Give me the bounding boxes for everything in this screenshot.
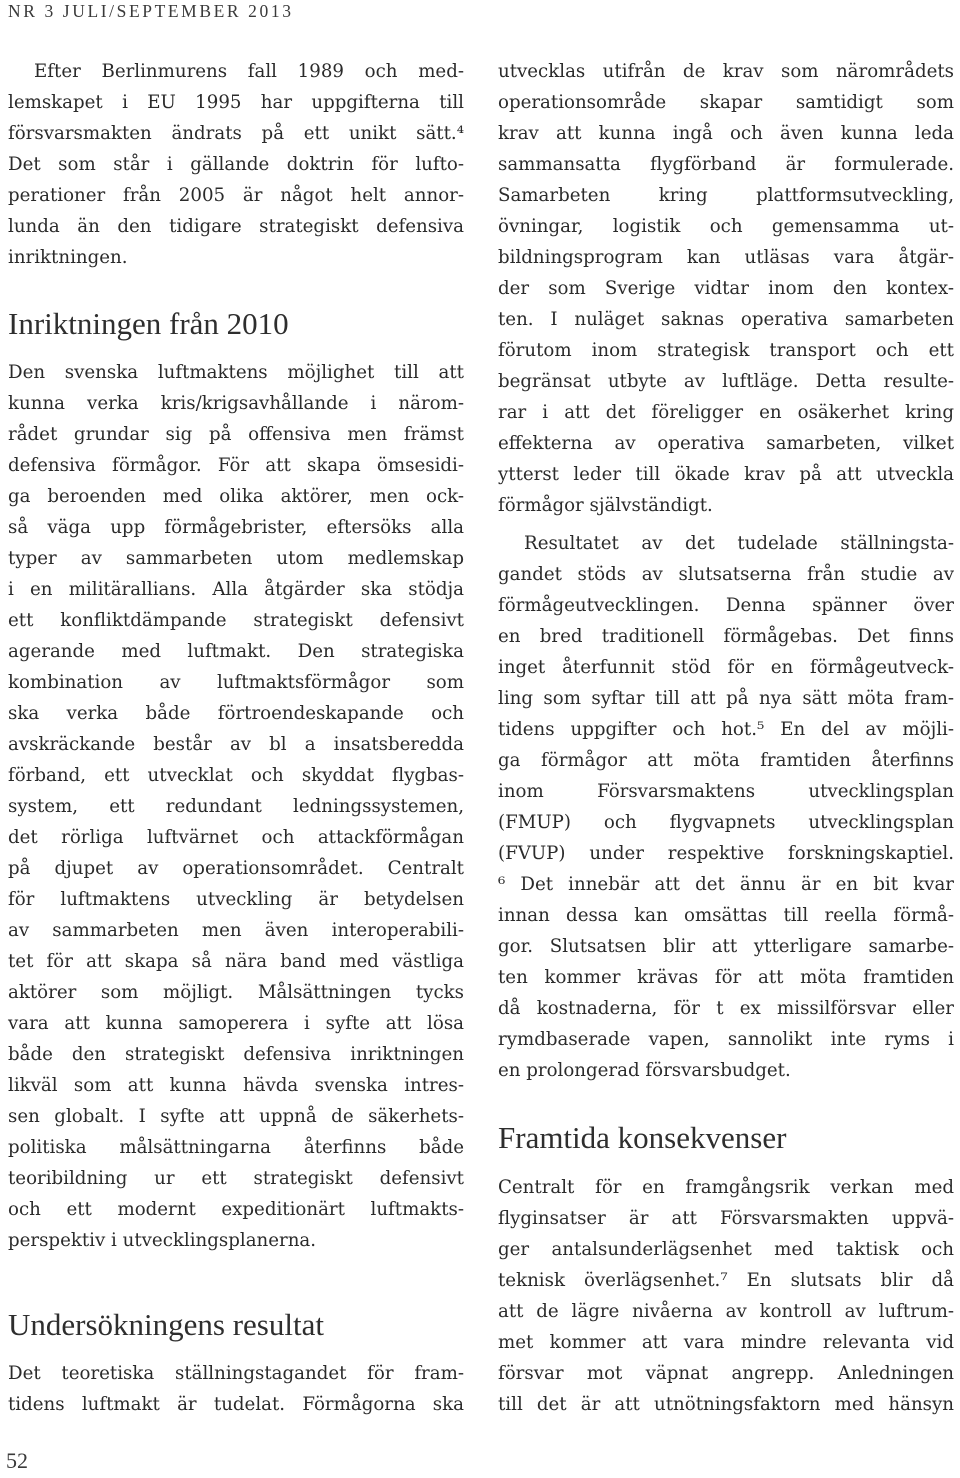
text-line: perspektiv i utvecklingsplanerna. bbox=[8, 1230, 317, 1251]
text-line: gor. Slutsatsen blir att ytterligare samarbe- bbox=[498, 936, 954, 957]
text-line: på djupet av operationsområdet. Centralt bbox=[8, 858, 464, 879]
text-line: Efter Berlinmurens fall 1989 och med- bbox=[34, 61, 464, 82]
text-line: sen globalt. I syfte att uppnå de säkerhets- bbox=[8, 1106, 464, 1127]
text-line: tet för att skapa så nära band med västliga bbox=[8, 951, 464, 972]
text-line: det rörliga luftvärnet och attackförmågan bbox=[8, 827, 464, 848]
text-line: system, ett redundant ledningssystemen, bbox=[8, 796, 464, 817]
text-line: flyginsatser är att Försvarsmakten uppvä- bbox=[498, 1208, 954, 1229]
text-line: försvar mot väpnat angrepp. Anledningen bbox=[498, 1363, 954, 1384]
text-line: ska verka både förtroendeskapande och bbox=[8, 703, 464, 724]
text-line: rådet grundar sig på offensiva men främst bbox=[8, 424, 464, 445]
text-line: Resultatet av det tudelade ställningsta- bbox=[524, 533, 954, 554]
text-line: och ett modernt expeditionärt luftmakts- bbox=[8, 1199, 464, 1220]
text-line: försvarsmakten ändrats på ett unikt sätt.⁴ bbox=[8, 123, 464, 144]
running-head: NR 3 JULI/SEPTEMBER 2013 bbox=[8, 1, 294, 21]
text-line: rar i att det föreligger en osäkerhet kring bbox=[498, 402, 954, 423]
text-line: inom Försvarsmaktens utvecklingsplan bbox=[498, 781, 954, 802]
text-line: tidens luftmakt är tudelat. Förmågorna ska bbox=[8, 1394, 464, 1415]
text-line: förutom inom strategisk transport och ett bbox=[498, 340, 954, 361]
text-line: ga förmågor att möta framtiden återfinns bbox=[498, 750, 954, 771]
text-line: inget återfunnit stöd för en förmågeutveck- bbox=[498, 657, 954, 678]
text-line: teknisk överlägsenhet.⁷ En slutsats blir då bbox=[498, 1270, 954, 1291]
text-line: avskräckande består av bl a insatsberedda bbox=[8, 734, 464, 755]
text-line: övningar, logistik och gemensamma ut- bbox=[498, 216, 954, 237]
text-line: både den strategiskt defensiva inriktningen bbox=[8, 1044, 464, 1065]
page-number: 52 bbox=[6, 1448, 28, 1473]
text-line: ten. I nuläget saknas operativa samarbeten bbox=[498, 309, 954, 330]
text-line: Det teoretiska ställningstagandet för fram- bbox=[8, 1363, 464, 1384]
text-line: ytterst leder till ökade krav på att utveckla bbox=[498, 464, 954, 485]
text-line: teoribildning ur ett strategiskt defensivt bbox=[8, 1168, 464, 1189]
text-line: Centralt för en framgångsrik verkan med bbox=[498, 1177, 954, 1198]
text-line: innan dessa kan omsättas till reella förmå- bbox=[498, 905, 954, 926]
text-line: förmågor självständigt. bbox=[498, 495, 713, 516]
text-line: ga beroenden med olika aktörer, men ock- bbox=[8, 486, 464, 507]
text-line: politiska målsättningarna återfinns både bbox=[8, 1137, 464, 1158]
section-heading: Inriktningen från 2010 bbox=[8, 306, 289, 341]
text-line: der som Sverige vidtar inom den kontex- bbox=[498, 278, 954, 299]
text-line: att de lägre nivåerna av kontroll av luftrum- bbox=[498, 1301, 954, 1322]
text-line: då kostnaderna, för t ex missilförsvar eller bbox=[498, 998, 954, 1019]
text-line: defensiva förmågor. För att skapa ömsesidi- bbox=[8, 455, 464, 476]
text-line: tidens uppgifter och hot.⁵ En del av möjli- bbox=[498, 719, 954, 740]
text-line: inriktningen. bbox=[8, 247, 128, 268]
text-line: begränsat utbyte av luftläge. Detta resulte- bbox=[498, 371, 954, 392]
text-line: bildningsprogram kan utläsas vara åtgär- bbox=[498, 247, 954, 268]
text-line: Den svenska luftmaktens möjlighet till att bbox=[8, 362, 464, 383]
text-line: rymdbaserade vapen, sannolikt inte ryms i bbox=[498, 1029, 954, 1050]
text-line: Det som står i gällande doktrin för lufto- bbox=[8, 154, 464, 175]
text-line: ten kommer krävas för att möta framtiden bbox=[498, 967, 954, 988]
text-line: i en militärallians. Alla åtgärder ska stödja bbox=[8, 579, 464, 600]
text-line: effekterna av operativa samarbeten, vilket bbox=[498, 433, 954, 454]
text-line: utvecklas utifrån de krav som närområdets bbox=[498, 61, 954, 82]
text-line: så väga upp förmågebrister, eftersöks alla bbox=[8, 517, 464, 538]
text-line: sammansatta flygförband är formulerade. bbox=[498, 154, 954, 175]
section-heading: Framtida konsekvenser bbox=[498, 1120, 787, 1155]
text-line: (FMUP) och flygvapnets utvecklingsplan bbox=[498, 812, 954, 833]
text-line: förband, ett utvecklat och skyddat flygbas- bbox=[8, 765, 464, 786]
text-line: ger antalsunderlägsenhet med taktisk och bbox=[498, 1239, 954, 1260]
text-line: Samarbeten kring plattformsutveckling, bbox=[498, 185, 954, 206]
text-line: ett konfliktdämpande strategiskt defensivt bbox=[8, 610, 464, 631]
text-line: för luftmaktens utveckling är betydelsen bbox=[8, 889, 464, 910]
text-line: ⁶ Det innebär att det ännu är en bit kvar bbox=[498, 874, 954, 895]
text-line: operationsområde skapar samtidigt som bbox=[498, 92, 954, 113]
text-line: kunna verka kris/krigsavhållande i närom- bbox=[8, 393, 464, 414]
text-line: ling som syftar till att på nya sätt möta fram- bbox=[498, 688, 954, 709]
text-line: en prolongerad försvarsbudget. bbox=[498, 1060, 791, 1081]
text-line: aktörer som möjligt. Målsättningen tycks bbox=[8, 982, 464, 1003]
text-line: kombination av luftmaktsförmågor som bbox=[8, 672, 464, 693]
section-heading: Undersökningens resultat bbox=[8, 1307, 324, 1342]
text-line: agerande med luftmakt. Den strategiska bbox=[8, 641, 464, 662]
text-line: typer av sammarbeten utom medlemskap bbox=[8, 548, 464, 569]
text-line: krav att kunna ingå och även kunna leda bbox=[498, 123, 954, 144]
text-line: met kommer att vara mindre relevanta vid bbox=[498, 1332, 954, 1353]
text-line: av sammarbeten men även interoperabili- bbox=[8, 920, 464, 941]
text-line: perationer från 2005 är något helt annor- bbox=[8, 185, 464, 206]
text-line: förmågeutvecklingen. Denna spänner över bbox=[498, 595, 954, 616]
text-line: likväl som att kunna hävda svenska intres- bbox=[8, 1075, 464, 1096]
text-line: lunda än den tidigare strategiskt defensiva bbox=[8, 216, 464, 237]
text-line: till det är att utnötningsfaktorn med hänsyn bbox=[498, 1394, 954, 1415]
text-line: vara att kunna samoperera i syfte att lösa bbox=[8, 1013, 464, 1034]
text-line: lemskapet i EU 1995 har uppgifterna till bbox=[8, 92, 464, 113]
text-line: gandet stöds av slutsatserna från studie av bbox=[498, 564, 954, 585]
text-line: (FVUP) under respektive forskningskaptiel. bbox=[498, 843, 954, 864]
text-line: en bred traditionell förmågebas. Det finns bbox=[498, 626, 954, 647]
